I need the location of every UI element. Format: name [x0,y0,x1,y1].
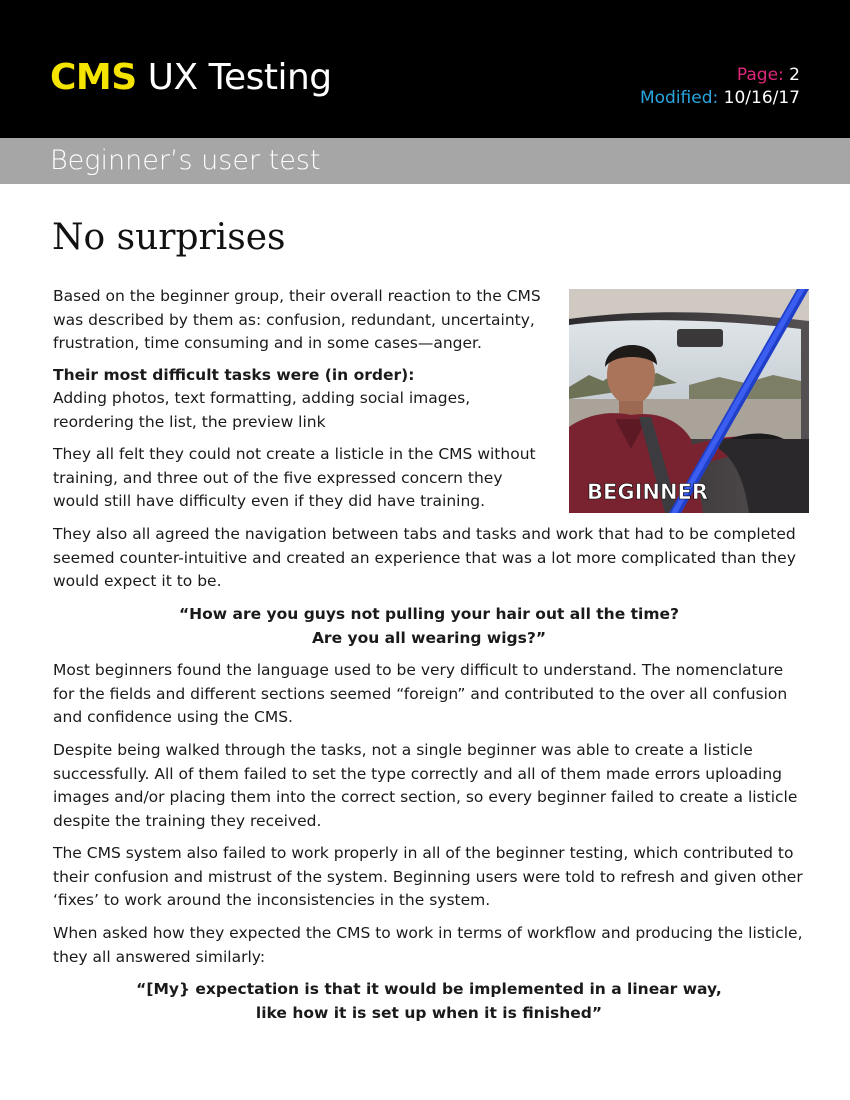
modified-label: Modified: [639,88,719,108]
paragraph-system-failure: The CMS system also failed to work properly in all of the beginner testing, which contributed to their confusion and mistrust of the system. Beginning users were told to refresh and given other ‘fixes’ to work around the inconsistencies in the system. [53,844,803,909]
page-number [640,64,800,87]
modified-value: 10/16/17 [723,88,800,108]
paragraph-training: They all felt they could not create a listicle in the CMS without training, and three out of the five expressed concern they would still have difficulty even if they did have training. [53,445,536,510]
beginner-overlay-text: BEGINNER [587,480,709,504]
page-value: 2 [789,65,800,85]
subheader-bar [0,138,850,184]
tasks-list: Adding photos, text formatting, adding social images, reordering the list, the preview link [53,389,471,431]
beginner-driver-photo [569,289,809,513]
section-title: No surprises [52,217,286,258]
page-label: Page: [736,65,784,85]
brand-cms: CMS [50,57,137,98]
paragraph-navigation: They also all agreed the navigation between tabs and tasks and work that had to be completed seemed counter-intuitive and created an experience that was a lot more complicated than they would expect it to be. [53,525,796,590]
paragraph-failed-tasks: Despite being walked through the tasks, not a single beginner was able to create a listicle successfully. All of them failed to set the type correctly and all of them made errors uploading images and/or placing them into the correct section, so every beginner failed to create a listicle despite the training they received. [53,741,798,830]
paragraph-expectations: When asked how they expected the CMS to work in terms of workflow and producing the listicle, they all answered similarly: [53,924,803,966]
quote-wigs-line2: Are you all wearing wigs?” [311,628,547,647]
quote-wigs-line1: “How are you guys not pulling your hair out all the time? [178,605,680,623]
modified-date [640,87,800,110]
paragraph-language: Most beginners found the language used to be very difficult to understand. The nomenclature for the fields and different sections seemed “foreign” and contributed to the over all confusion and confidence using the CMS. [53,661,788,726]
quote-linear-line1: “[My} expectation is that it would be implemented in a linear way, [136,980,722,998]
page-header [0,0,850,138]
page-meta [640,64,800,110]
subheader-title: Beginner’s user test [50,145,321,176]
quote-linear [53,978,805,1025]
brand-title [50,54,332,102]
quote-wigs [53,603,805,650]
quote-linear-line2: like how it is set up when it is finished” [255,1003,603,1022]
brand-ux-testing: UX Testing [136,57,332,98]
tasks-heading: Their most difficult tasks were (in order): [53,366,415,384]
paragraph-overall-reaction: Based on the beginner group, their overall reaction to the CMS was described by them as: confusion, redundant, uncertainty, frustration, time consuming and in some cases—anger. [53,287,541,352]
